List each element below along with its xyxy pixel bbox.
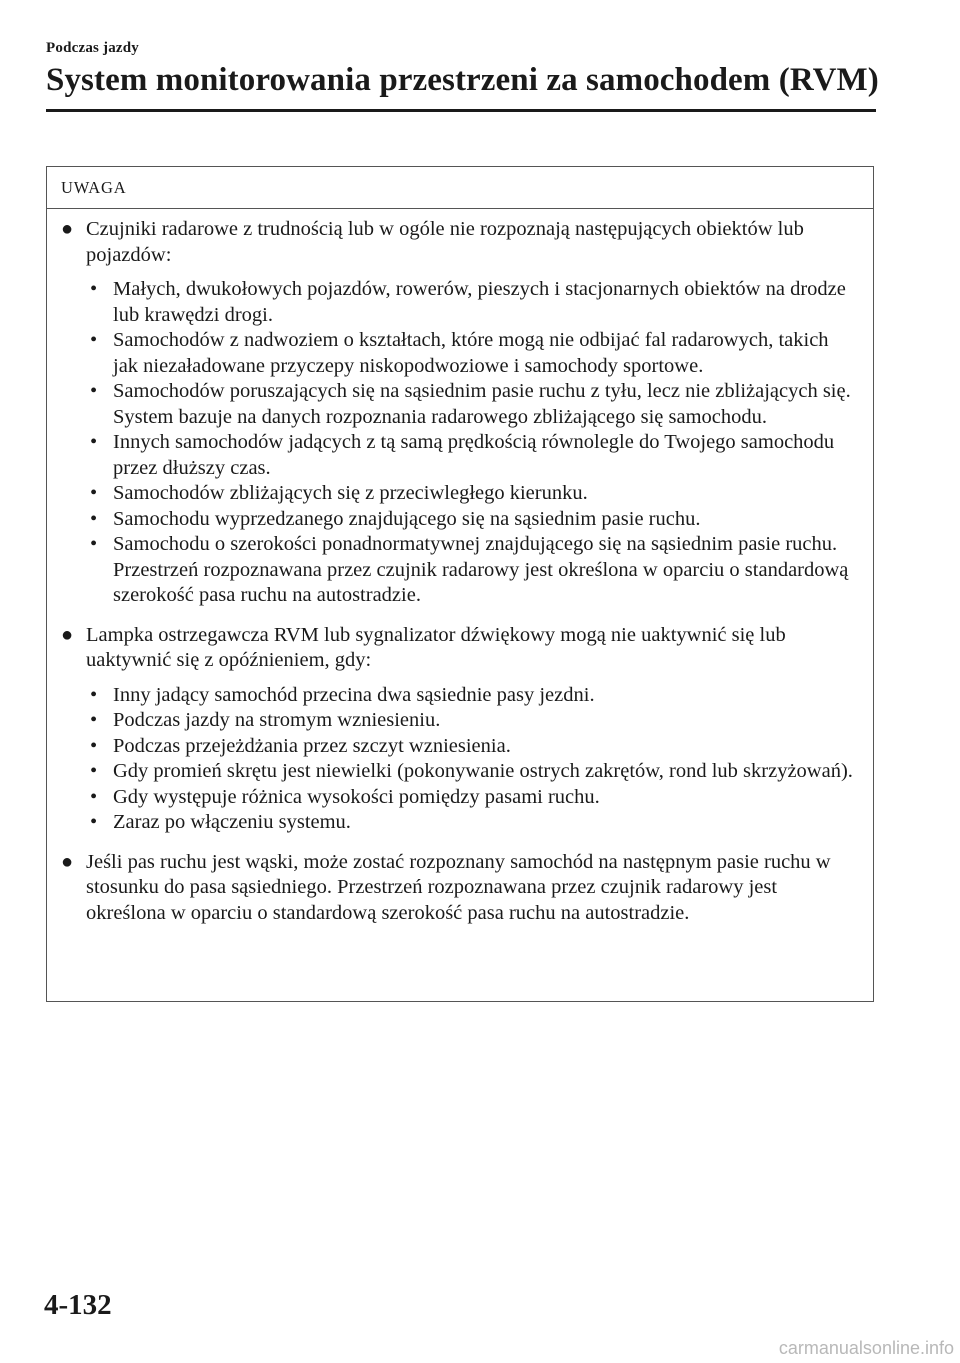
sub-bullet-icon: • bbox=[90, 431, 98, 453]
caution-subitem-text: Gdy promień skrętu jest niewielki (pokonywanie ostrych zakrętów, rond lub skrzyżowań). bbox=[113, 760, 853, 782]
caution-subitem-text: Inny jadący samochód przecina dwa sąsiednie pasy jezdni. bbox=[113, 683, 595, 706]
caution-item-text: Jeśli pas ruchu jest wąski, może zostać rozpoznany samochód na następnym pasie ruchu w stosunku do pasa sąsiedniego. Przestrzeń rozpoznawana przez czujnik radarowy jest określona w oparciu o standardową szerokość pasa ruchu na autostradzie. bbox=[86, 850, 831, 924]
caution-subitem-text: Samochodu o szerokości ponadnormatywnej znajdującego się na sąsiednim pasie ruchu. Przestrzeń rozpoznawana przez czujnik radarowy jest określona w oparciu o standardową szerokość pasa ruchu na autostradzie. bbox=[113, 533, 849, 606]
caution-subitem bbox=[86, 328, 857, 379]
caution-subitem bbox=[86, 430, 857, 481]
caution-item bbox=[61, 850, 857, 927]
caution-subitem bbox=[86, 785, 857, 811]
page-number: 4-132 bbox=[44, 1289, 112, 1321]
caution-subitem-text: Innych samochodów jadących z tą samą prędkością równolegle do Twojego samochodu przez dłuższy czas. bbox=[113, 431, 835, 479]
watermark: carmanualsonline.info bbox=[778, 1338, 954, 1358]
caution-subitem bbox=[86, 759, 857, 785]
title-rule bbox=[46, 109, 876, 112]
bullet-icon: ● bbox=[61, 623, 74, 646]
sub-bullet-icon: • bbox=[90, 329, 98, 351]
caution-subitem bbox=[86, 683, 857, 709]
caution-item-text: Czujniki radarowe z trudnością lub w ogóle nie rozpoznają następujących obiektów lub pojazdów: bbox=[86, 218, 804, 266]
caution-subitem-text: Zaraz po włączeniu systemu. bbox=[113, 811, 351, 833]
caution-subitem bbox=[86, 708, 857, 734]
caution-item-text: Lampka ostrzegawcza RVM lub sygnalizator dźwiękowy mogą nie uaktywnić się lub uaktywnić się z opóźnieniem, gdy: bbox=[86, 623, 786, 671]
caution-heading: UWAGA bbox=[47, 167, 873, 209]
caution-sublist bbox=[86, 277, 857, 609]
bullet-icon: ● bbox=[61, 218, 74, 240]
caution-subitem bbox=[86, 810, 857, 836]
sub-bullet-icon: • bbox=[90, 533, 98, 555]
caution-subitem bbox=[86, 277, 857, 328]
sub-bullet-icon: • bbox=[90, 278, 98, 300]
caution-subitem-text: Samochodów z nadwoziem o kształtach, które mogą nie odbijać fal radarowych, takich jak niezaładowane przyczepy niskopodwoziowe i samochody sportowe. bbox=[113, 329, 829, 377]
sub-bullet-icon: • bbox=[90, 709, 98, 731]
caution-subitem bbox=[86, 481, 857, 507]
caution-subitem-text: Samochodów poruszających się na sąsiednim pasie ruchu z tyłu, lecz nie zbliżających się. System bazuje na danych rozpoznania radarowego zbliżającego się samochodu. bbox=[113, 380, 851, 428]
page-title: System monitorowania przestrzeni za samochodem (RVM) bbox=[46, 62, 879, 98]
caution-subitem bbox=[86, 532, 857, 609]
caution-subitem bbox=[86, 379, 857, 430]
caution-subitem-text: Podczas jazdy na stromym wzniesieniu. bbox=[113, 709, 441, 731]
sub-bullet-icon: • bbox=[90, 734, 98, 757]
sub-bullet-icon: • bbox=[90, 760, 98, 782]
caution-subitem-text: Małych, dwukołowych pojazdów, rowerów, pieszych i stacjonarnych obiektów na drodze lub krawędzi drogi. bbox=[113, 278, 846, 326]
caution-subitem-text: Podczas przejeżdżania przez szczyt wzniesienia. bbox=[113, 734, 511, 757]
caution-subitem bbox=[86, 734, 857, 760]
sub-bullet-icon: • bbox=[90, 683, 98, 706]
caution-item bbox=[61, 623, 857, 836]
caution-sublist bbox=[86, 683, 857, 836]
sub-bullet-icon: • bbox=[90, 482, 98, 504]
sub-bullet-icon: • bbox=[90, 785, 98, 808]
section-label: Podczas jazdy bbox=[46, 40, 140, 56]
caution-body bbox=[47, 209, 873, 926]
bullet-icon: ● bbox=[61, 850, 74, 873]
sub-bullet-icon: • bbox=[90, 507, 98, 530]
caution-subitem-text: Samochodu wyprzedzanego znajdującego się na sąsiednim pasie ruchu. bbox=[113, 507, 701, 530]
sub-bullet-icon: • bbox=[90, 380, 98, 402]
caution-subitem-text: Gdy występuje różnica wysokości pomiędzy pasami ruchu. bbox=[113, 785, 600, 808]
sub-bullet-icon: • bbox=[90, 811, 98, 833]
caution-item bbox=[61, 217, 857, 609]
caution-box bbox=[46, 166, 874, 1002]
caution-subitem-text: Samochodów zbliżających się z przeciwległego kierunku. bbox=[113, 482, 588, 504]
caution-subitem bbox=[86, 507, 857, 533]
